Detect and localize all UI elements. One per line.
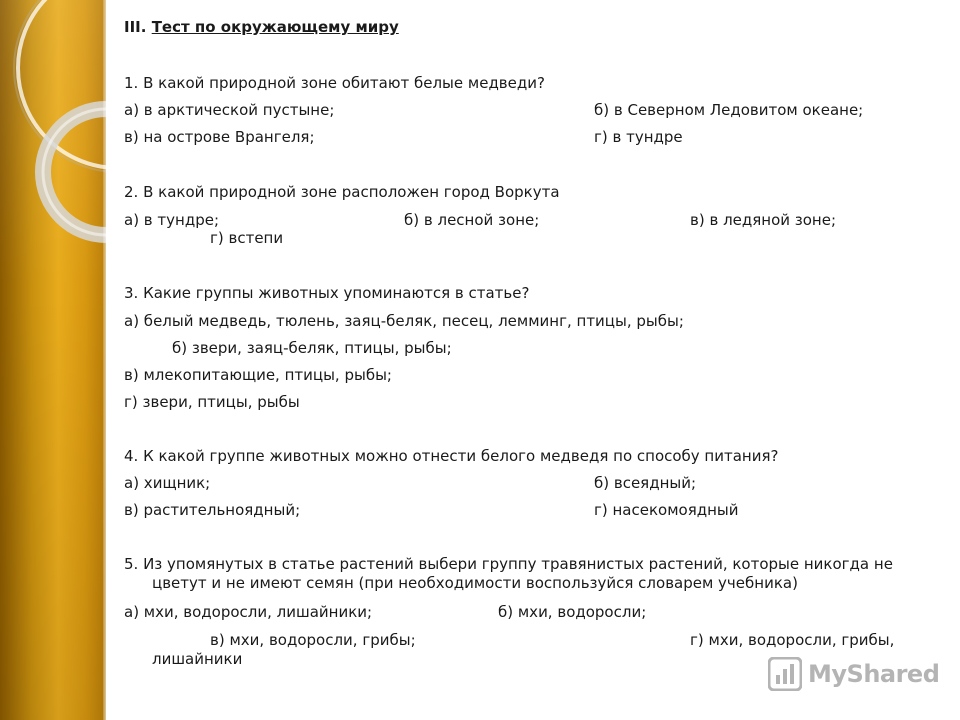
bar-chart-icon — [768, 657, 802, 691]
q3-option-a: а) белый медведь, тюлень, заяц-беляк, песец, лемминг, птицы, рыбы; — [124, 312, 684, 330]
q1-option-c: в) на острове Врангеля; — [124, 128, 315, 146]
test-content — [124, 0, 954, 720]
page-title: III. Тест по окружающему миру — [124, 18, 399, 36]
myshared-watermark — [768, 654, 939, 694]
q1-option-b: б) в Северном Ледовитом океане; — [594, 101, 864, 119]
question-5-line-2: цветут и не имеют семян (при необходимости воспользуйся словарем учебника) — [152, 574, 798, 592]
q5-option-d-continued: лишайники — [152, 650, 243, 668]
q4-option-c: в) растительноядный; — [124, 501, 301, 519]
q2-option-a: а) в тундре; — [124, 211, 220, 229]
q2-option-c: в) в ледяной зоне; — [690, 211, 837, 229]
q1-option-a: а) в арктической пустыне; — [124, 101, 335, 119]
q3-option-c: в) млекопитающие, птицы, рыбы; — [124, 366, 392, 384]
q2-option-b: б) в лесной зоне; — [404, 211, 540, 229]
q5-option-a: а) мхи, водоросли, лишайники; — [124, 603, 373, 621]
q1-option-d: г) в тундре — [594, 128, 683, 146]
decorative-sidebar — [0, 0, 106, 720]
q4-option-b: б) всеядный; — [594, 474, 697, 492]
q5-option-d: г) мхи, водоросли, грибы, — [690, 631, 895, 649]
q4-option-a: а) хищник; — [124, 474, 211, 492]
decorative-rings-icon — [0, 0, 106, 720]
watermark-text: MyShared — [808, 660, 940, 688]
q4-option-d: г) насекомоядный — [594, 501, 739, 519]
q5-option-b: б) мхи, водоросли; — [498, 603, 647, 621]
question-1: 1. В какой природной зоне обитают белые медведи? — [124, 74, 545, 92]
q2-option-d: г) встепи — [210, 229, 284, 247]
question-3: 3. Какие группы животных упоминаются в статье? — [124, 284, 530, 302]
q3-option-b: б) звери, заяц-беляк, птицы, рыбы; — [172, 339, 452, 357]
question-5-line-1: 5. Из упомянутых в статье растений выбери группу травянистых растений, которые никогда не — [124, 555, 893, 573]
q5-option-c: в) мхи, водоросли, грибы; — [210, 631, 416, 649]
q3-option-d: г) звери, птицы, рыбы — [124, 393, 300, 411]
question-4: 4. К какой группе животных можно отнести белого медведя по способу питания? — [124, 447, 779, 465]
question-2: 2. В какой природной зоне расположен город Воркута — [124, 183, 560, 201]
